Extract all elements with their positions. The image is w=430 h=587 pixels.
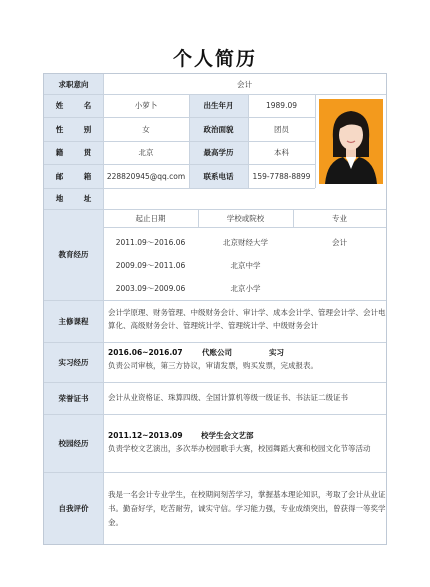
divider [189, 94, 190, 188]
internship-period: 2016.06~2016.07 [108, 348, 183, 357]
edu-row-school: 北京小学 [230, 283, 261, 293]
degree-value: 本科 [274, 148, 289, 157]
edu-row-school: 北京财经大学 [223, 237, 268, 247]
native-value: 北京 [138, 148, 154, 157]
divider [44, 472, 386, 473]
certificates-label: 荣誉证书 [44, 382, 103, 414]
gender-label: 性 别 [44, 117, 103, 141]
gender-value: 女 [142, 124, 150, 134]
divider [44, 188, 315, 189]
edu-header-school: 学校或院校 [226, 213, 265, 223]
divider [44, 94, 386, 95]
divider [44, 164, 315, 165]
name-label: 姓 名 [44, 94, 103, 117]
campus-period: 2011.12~2013.09 [108, 431, 183, 440]
internship-role: 实习 [269, 348, 284, 357]
resume-table [43, 73, 387, 545]
self-eval-line: 书。勤奋好学，吃苦耐劳，诚实守信。学习能力强，专业成绩突出，曾获得一等奖学 [108, 504, 386, 513]
campus-org: 校学生会文艺部 [201, 431, 254, 440]
divider [44, 382, 386, 383]
name-value: 小萝卜 [134, 101, 158, 110]
divider [293, 209, 294, 227]
profile-photo [319, 99, 383, 184]
edu-header-date: 起止日期 [135, 213, 166, 223]
divider [44, 300, 386, 301]
edu-row-date: 2011.09～2016.06 [115, 237, 186, 247]
politics-value: 团员 [274, 124, 289, 134]
edu-row-date: 2003.09～2009.06 [115, 283, 186, 293]
phone-label: 联系电话 [189, 164, 248, 188]
internship-label: 实习经历 [44, 342, 103, 382]
divider [248, 94, 249, 188]
native-label: 籍 贯 [44, 141, 103, 164]
intention-value: 会计 [237, 79, 252, 89]
courses-label: 主修课程 [44, 300, 103, 342]
education-label: 教育经历 [44, 209, 103, 300]
edu-row-date: 2009.09～2011.06 [115, 260, 186, 270]
birth-value: 1989.09 [265, 101, 297, 110]
edu-row-school: 北京中学 [230, 260, 261, 270]
divider [103, 74, 104, 544]
intention-label: 求职意向 [44, 74, 103, 94]
self-eval-line: 金。 [108, 518, 123, 527]
divider [44, 342, 386, 343]
politics-label: 政治面貌 [189, 117, 248, 141]
divider [44, 141, 315, 142]
page-title: 个人简历 [172, 48, 257, 70]
courses-line: 算化、高级财务会计、管理统计学、管理统计学、中级财务会计 [108, 321, 318, 330]
campus-label: 校园经历 [44, 414, 103, 472]
address-label: 地 址 [44, 188, 103, 209]
courses-line: 会计学原理、财务管理、中级财务会计、审计学、成本会计学、管理会计学、会计电 [108, 308, 386, 317]
self-eval-label: 自我评价 [44, 472, 103, 544]
degree-label: 最高学历 [189, 141, 248, 164]
divider [103, 227, 386, 228]
internship-company: 代账公司 [202, 348, 232, 357]
divider [44, 117, 315, 118]
edu-row-major: 会计 [332, 237, 347, 247]
email-value: 228820945@qq.com [106, 171, 186, 181]
email-label: 邮 箱 [44, 164, 103, 188]
birth-label: 出生年月 [189, 94, 248, 117]
certificates-text: 会计从业资格证、珠算四级、全国计算机等级一级证书、书法证二级证书 [108, 393, 348, 402]
divider [44, 209, 386, 210]
divider [44, 414, 386, 415]
self-eval-line: 我是一名会计专业学生，在校期间刻苦学习，掌握基本理论知识，考取了会计从业证 [108, 490, 386, 499]
campus-desc: 负责学校文艺演出，多次举办校园歌手大赛，校园舞蹈大赛和校园文化节等活动 [108, 444, 371, 453]
divider [315, 94, 316, 188]
internship-desc: 负责公司审核，第三方协议，审请发票，购买发票，完成报表。 [108, 361, 318, 370]
phone-value: 159-7788-8899 [252, 171, 311, 181]
divider [198, 209, 199, 227]
edu-header-major: 专业 [332, 213, 347, 223]
